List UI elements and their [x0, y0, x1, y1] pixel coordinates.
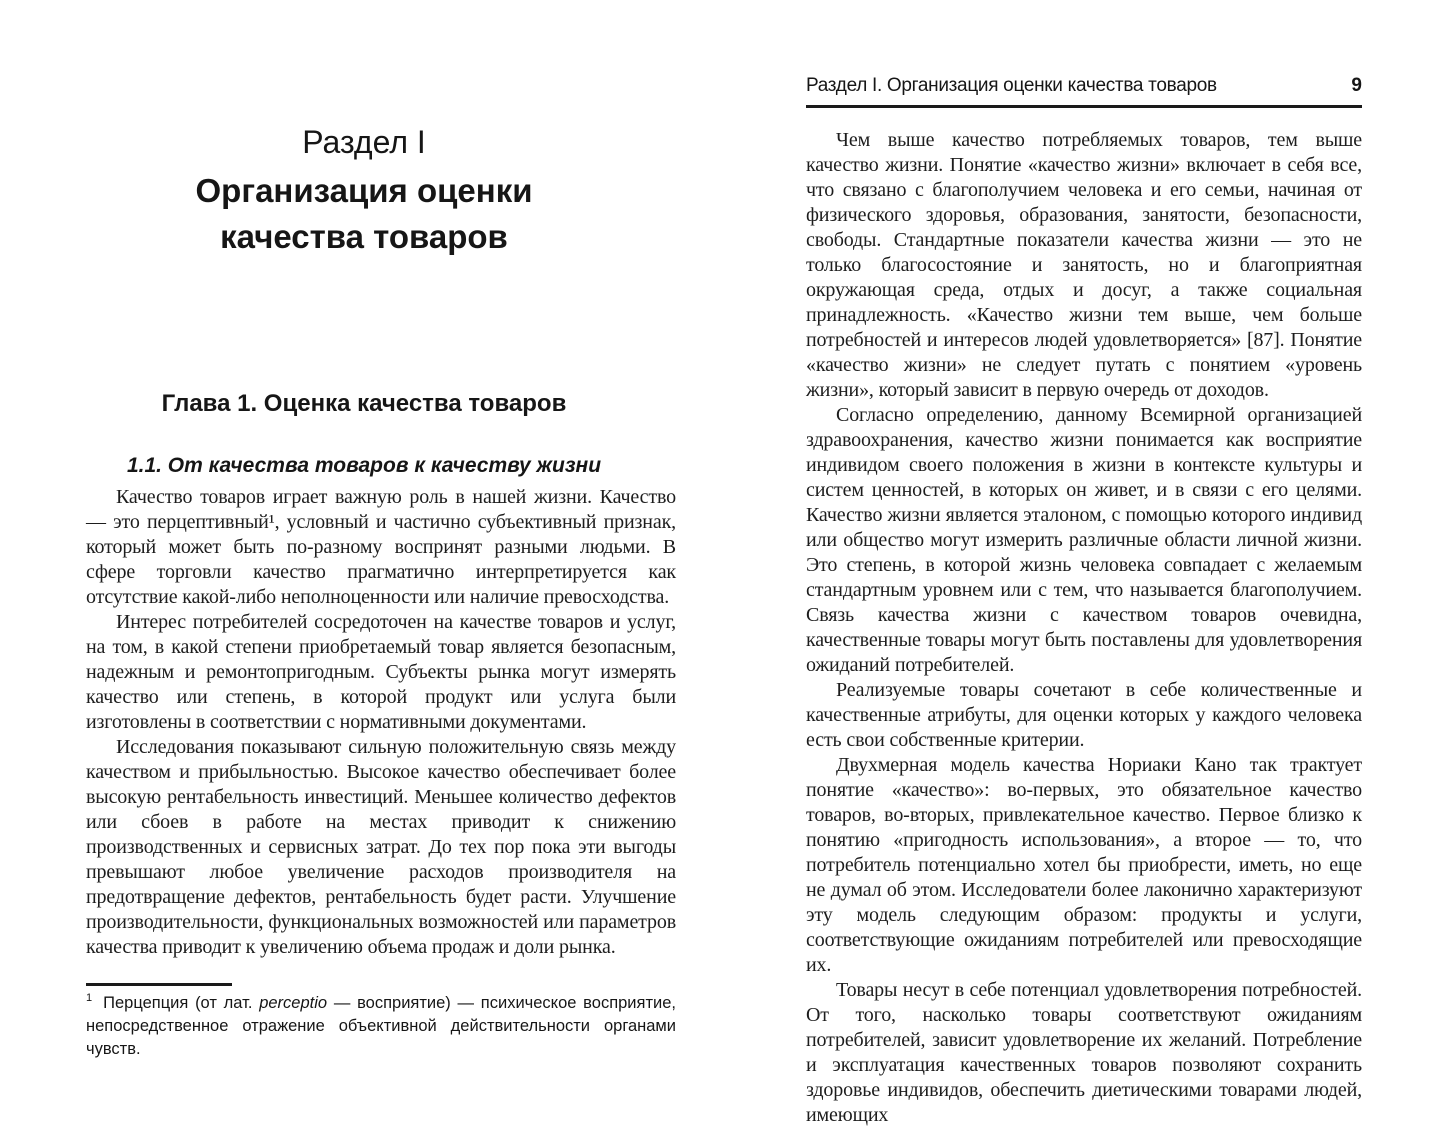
subsection-heading: 1.1. От качества товаров к качеству жизни: [126, 454, 602, 477]
paragraph: Интерес потребителей сосредоточен на качестве товаров и услуг, на том, в какой степени приобретаемый товар является безопасным, надежным и ремонтопригодным. Субъекты рынка могут измерять качество или степень, в которой продукт или услуга были изготовлены в соответствии с нормативными документами.: [86, 611, 676, 733]
right-page: [806, 0, 1362, 1129]
footnote-segment: — восприятие) — психическое восприятие, непосредственное отражение объективной действительности органами чувств.: [86, 994, 676, 1058]
running-head: [806, 74, 1362, 108]
paragraph: Качество товаров играет важную роль в нашей жизни. Качество — это перцептивный¹, условный и частично субъективный признак, который может быть по-разному воспринят разными людьми. В сфере торговли качество прагматично интерпретируется как отсутствие какой-либо неполноценности или наличие превосходства.: [86, 486, 676, 608]
right-page-body: [806, 128, 1362, 1128]
section-title-line-2: качества товаров: [220, 218, 508, 255]
footnote-latin-term: perceptio: [259, 994, 328, 1012]
paragraph: Согласно определению, данному Всемирной организацией здравоохранения, качество жизни понимается как восприятие индивидом своего положения в жизни в контексте культуры и систем ценностей, в которых он живет, и в связи с его целями. Качество жизни является эталоном, с помощью которого индивид или общество могут измерить различные области личной жизни. Это степень, в которой жизнь человека совпадает с желаемым стандартным уровнем или с тем, что называется благополучием. Связь качества жизни с качеством товаров очевидна, качественные товары могут быть поставлены для удовлетворения ожиданий потребителей.: [806, 404, 1362, 676]
footnote-marker: 1: [86, 992, 93, 1004]
footnote-segment: Перцепция (от лат.: [103, 994, 260, 1012]
paragraph: Исследования показывают сильную положительную связь между качеством и прибыльностью. Высокое качество обеспечивает более высокую рентабельность инвестиций. Меньшее количество дефектов или сбоев в работе на местах приводит к снижению производственных и сервисных затрат. До тех пор пока эти выгоды превышают любое увеличение расходов производителя на предотвращение дефектов, рентабельность будет расти. Улучшение производительности, функциональных возможностей или параметров качества приводит к увеличению объема продаж и доли рынка.: [86, 736, 676, 958]
paragraph: Чем выше качество потребляемых товаров, тем выше качество жизни. Понятие «качество жизни» включает в себя все, что связано с благополучием человека и его семьи, начиная от физического здоровья, образования, занятости, безопасности, свободы. Стандартные показатели качества жизни — это не только благосостояние и занятость, но и благоприятная окружающая среда, отдых и досуг, а также социальная принадлежность. «Качество жизни тем выше, чем больше потребностей и интересов людей удовлетворяется» [87]. Понятие «качество жизни» не следует путать с понятием «уровень жизни», который зависит в первую очередь от доходов.: [806, 129, 1362, 401]
paragraph: Товары несут в себе потенциал удовлетворения потребностей. От того, насколько товары соответствуют ожиданиям потребителей, зависит удовлетворение их желаний. Потребление и эксплуатация качественных товаров позволяют сохранить здоровье индивидов, обеспечить диетическими товарами людей, имеющих: [806, 979, 1362, 1126]
footnote: [86, 983, 676, 1061]
left-page: [86, 0, 676, 1129]
section-title: [86, 168, 642, 260]
footnote-text: [86, 992, 676, 1061]
page-number: 9: [1351, 75, 1362, 96]
paragraph: Реализуемые товары сочетают в себе количественные и качественные атрибуты, для оценки которых у каждого человека есть свои собственные критерии.: [806, 679, 1362, 751]
section-label: Раздел I: [302, 124, 426, 160]
footnote-divider: [86, 983, 232, 986]
paragraph: Двухмерная модель качества Нориаки Кано так трактует понятие «качество»: во-первых, это обязательное качество товаров, во-вторых, привлекательное качество. Первое близко к понятию «пригодность использования», а второе — то, что потребитель потенциально хотел бы приобрести, иметь, но еще не думал об этом. Исследователи более лаконично характеризуют эту модель следующим образом: продукты и услуги, соответствующие ожиданиям потребителей или превосходящие их.: [806, 754, 1362, 976]
section-title-line-1: Организация оценки: [195, 172, 533, 209]
left-page-body: [86, 485, 676, 960]
chapter-heading: Глава 1. Оценка качества товаров: [161, 390, 567, 417]
running-title: Раздел I. Организация оценки качества товаров: [806, 75, 1217, 96]
